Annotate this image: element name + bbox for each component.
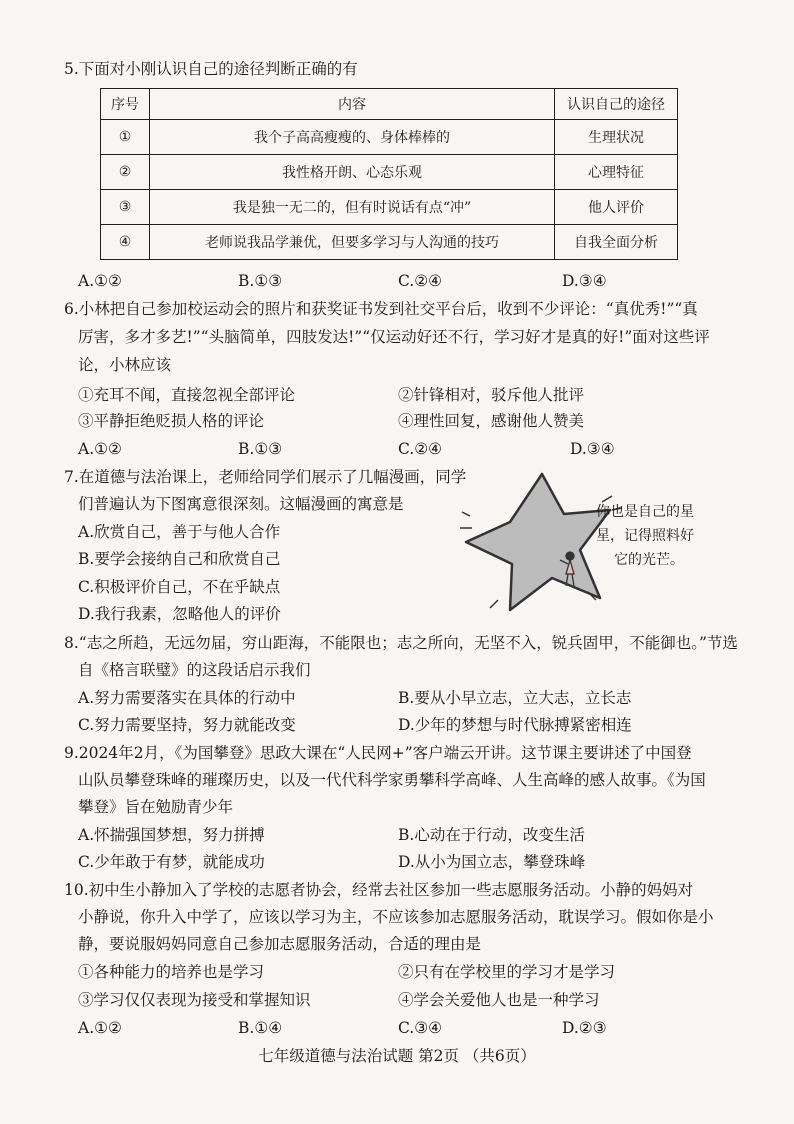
table-row xyxy=(101,190,678,225)
q9-option-d[interactable]: D.从小为国立志，攀登珠峰 xyxy=(398,853,586,871)
q10-stem-line2: 小静说，你升入中学了，应该以学习为主，不应该参加志愿服务活动，耽误学习。假如你是小 xyxy=(78,908,714,926)
q10-option-d[interactable]: D.②③ xyxy=(562,1019,607,1037)
table-header-cell: 内容 xyxy=(150,89,555,120)
q8-option-d[interactable]: D.少年的梦想与时代脉搏紧密相连 xyxy=(398,716,632,734)
q6-stem-line3: 论，小林应该 xyxy=(78,356,172,374)
table-row xyxy=(101,155,678,190)
q5-option-a[interactable]: A.①② xyxy=(78,272,122,290)
q9-stem-line3: 攀登》旨在勉励青少年 xyxy=(78,798,234,816)
table-cell: 生理状况 xyxy=(555,120,678,155)
cartoon-caption-line1: 你也是自己的星 xyxy=(596,504,694,520)
table-cell: 老师说我品学兼优，但要多学习与人沟通的技巧 xyxy=(150,225,555,260)
q6-stem-line2: 厉害，多才多艺!”“头脑简单，四肢发达!”“仅运动好还不行，学习好才是真的好!”面对这些评 xyxy=(78,328,710,346)
cartoon-caption-line2: 星，记得照料好 xyxy=(596,528,694,544)
q7-option-a[interactable]: A.欣赏自己，善于与他人合作 xyxy=(78,523,281,541)
q10-option-a[interactable]: A.①② xyxy=(78,1019,122,1037)
q6-item-1: ①充耳不闻，直接忽视全部评论 xyxy=(78,386,296,404)
q5-table-header xyxy=(101,89,678,120)
table-row xyxy=(101,120,678,155)
table-header-cell: 序号 xyxy=(101,89,150,120)
q8-stem-line2: 自《格言联璧》的这段话启示我们 xyxy=(78,661,311,679)
q6-option-b[interactable]: B.①③ xyxy=(238,440,283,458)
q6-option-d[interactable]: D.③④ xyxy=(570,440,615,458)
q5-stem: 5.下面对小刚认识自己的途径判断正确的有 xyxy=(64,60,358,78)
q7-stem-line1: 7.在道德与法治课上，老师给同学们展示了几幅漫画，同学 xyxy=(64,468,467,486)
q6-option-c[interactable]: C.②④ xyxy=(398,440,443,458)
q9-option-c[interactable]: C.少年敢于有梦，就能成功 xyxy=(78,853,265,871)
table-cell: 我是独一无二的，但有时说话有点“冲” xyxy=(150,190,555,225)
q5-option-c[interactable]: C.②④ xyxy=(398,272,443,290)
table-row xyxy=(101,225,678,260)
q9-option-b[interactable]: B.心动在于行动，改变生活 xyxy=(398,826,585,844)
q9-stem-line2: 山队员攀登珠峰的璀璨历史，以及一代代科学家勇攀科学高峰、人生高峰的感人故事。《为国 xyxy=(78,771,706,789)
table-cell: ② xyxy=(101,155,150,190)
page-footer: 七年级道德与法治试题 第2页 （共6页） xyxy=(258,1047,536,1065)
table-cell: ③ xyxy=(101,190,150,225)
q10-option-b[interactable]: B.①④ xyxy=(238,1019,283,1037)
q6-item-3: ③平静拒绝贬损人格的评论 xyxy=(78,412,265,430)
q7-option-d[interactable]: D.我行我素，忽略他人的评价 xyxy=(78,605,281,623)
q10-item-3: ③学习仅仅表现为接受和掌握知识 xyxy=(78,991,311,1009)
q5-table xyxy=(100,88,678,260)
table-cell: ④ xyxy=(101,225,150,260)
q5-option-b[interactable]: B.①③ xyxy=(238,272,283,290)
q6-option-a[interactable]: A.①② xyxy=(78,440,122,458)
table-cell: 他人评价 xyxy=(555,190,678,225)
table-cell: 我性格开朗、心态乐观 xyxy=(150,155,555,190)
table-header-cell: 认识自己的途径 xyxy=(555,89,678,120)
q9-stem-line1: 9.2024年2月，《为国攀登》思政大课在“人民网+”客户端云开讲。这节课主要讲述了中国登 xyxy=(64,744,692,762)
q9-option-a[interactable]: A.怀揣强国梦想，努力拼搏 xyxy=(78,826,265,844)
q10-stem-line3: 静，要说服妈妈同意自己参加志愿服务活动，合适的理由是 xyxy=(78,935,482,953)
table-cell: 自我全面分析 xyxy=(555,225,678,260)
q10-item-2: ②只有在学校里的学习才是学习 xyxy=(398,963,616,981)
q8-option-a[interactable]: A.努力需要落实在具体的行动中 xyxy=(78,689,296,707)
q8-option-c[interactable]: C.努力需要坚持，努力就能改变 xyxy=(78,716,296,734)
cartoon-caption-line3: 它的光芒。 xyxy=(614,552,684,568)
q10-option-c[interactable]: C.③④ xyxy=(398,1019,443,1037)
q10-item-4: ④学会关爱他人也是一种学习 xyxy=(398,991,600,1009)
q7-option-c[interactable]: C.积极评价自己，不在乎缺点 xyxy=(78,578,281,596)
q6-item-4: ④理性回复，感谢他人赞美 xyxy=(398,412,585,430)
q10-stem-line1: 10.初中生小静加入了学校的志愿者协会，经常去社区参加一些志愿服务活动。小静的妈妈对 xyxy=(64,881,694,899)
q5-option-d[interactable]: D.③④ xyxy=(562,272,607,290)
table-cell: 心理特征 xyxy=(555,155,678,190)
q7-stem-line2: 们普遍认为下图寓意很深刻。这幅漫画的寓意是 xyxy=(78,495,404,513)
q10-item-1: ①各种能力的培养也是学习 xyxy=(78,963,265,981)
table-cell: ① xyxy=(101,120,150,155)
q8-stem-line1: 8.“志之所趋，无远勿届，穷山距海，不能限也；志之所向，无坚不入，锐兵固甲，不能御也。”节选 xyxy=(64,634,738,652)
q6-item-2: ②针锋相对，驳斥他人批评 xyxy=(398,386,585,404)
q7-option-b[interactable]: B.要学会接纳自己和欣赏自己 xyxy=(78,550,281,568)
q8-option-b[interactable]: B.要从小早立志，立大志，立长志 xyxy=(398,689,632,707)
q6-stem-line1: 6.小林把自己参加校运动会的照片和获奖证书发到社交平台后，收到不少评论：“真优秀!”“真 xyxy=(64,300,698,318)
table-cell: 我个子高高瘦瘦的、身体棒棒的 xyxy=(150,120,555,155)
